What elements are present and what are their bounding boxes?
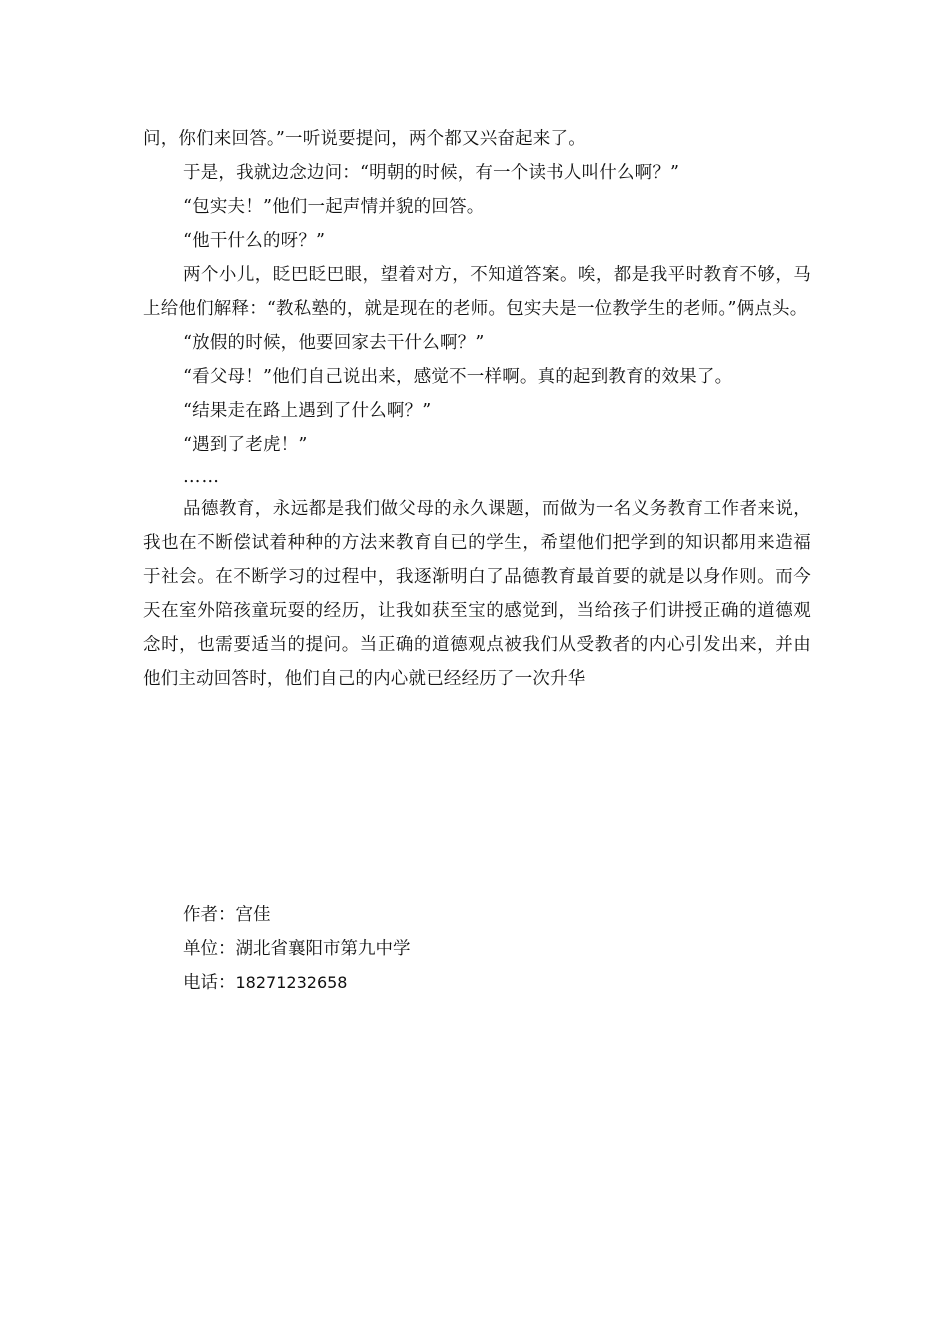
article-body <box>143 122 811 696</box>
author-info <box>183 898 683 1000</box>
phone-label: 电话： <box>183 973 236 993</box>
phone-line <box>183 966 683 1000</box>
paragraph: “包实夫！”他们一起声情并貌的回答。 <box>183 197 485 217</box>
paragraph: “遇到了老虎！” <box>183 435 308 455</box>
closing-paragraph: 品德教育，永远都是我们做父母的永久课题，而做为一名义务教育工作者来说，我也在不断偿试着种种的方法来教育自已的学生，希望他们把学到的知识都用来造福于社会。在不断学习的过程中，我逐渐明白了品德教育最首要的就是以身作则。而今天在室外陪孩童玩耍的经历，让我如获至宝的感觉到，当给孩子们讲授正确的道德观念时，也需要适当的提问。当正确的道德观点被我们从受教者的内心引发出来，并由他们主动回答时，他们自己的内心就已经经历了一次升华 <box>143 499 811 689</box>
paragraph: 两个小儿，眨巴眨巴眼，望着对方，不知道答案。唉，都是我平时教育不够，马上给他们解释：“教私塾的，就是现在的老师。包实夫是一位教学生的老师。”俩点头。 <box>143 265 811 319</box>
paragraph: “结果走在路上遇到了什么啊？” <box>183 401 432 421</box>
unit-name: 湖北省襄阳市第九中学 <box>235 939 411 959</box>
author-label: 作者： <box>183 905 236 925</box>
paragraph: “放假的时候，他要回家去干什么啊？” <box>183 333 485 353</box>
author-name: 宫佳 <box>235 905 271 925</box>
unit-line <box>183 932 683 966</box>
paragraph: “他干什么的呀？” <box>183 231 326 251</box>
paragraph: “看父母！”他们自己说出来，感觉不一样啊。真的起到教育的效果了。 <box>183 367 733 387</box>
paragraph: 于是，我就边念边问：“明朝的时候，有一个读书人叫什么啊？” <box>183 163 680 183</box>
phone-number: 18271232658 <box>235 973 348 992</box>
paragraph: 问，你们来回答。”一听说要提问，两个都又兴奋起来了。 <box>143 129 586 149</box>
unit-label: 单位： <box>183 939 236 959</box>
ellipsis-line: …… <box>183 467 220 487</box>
author-line <box>183 898 683 932</box>
